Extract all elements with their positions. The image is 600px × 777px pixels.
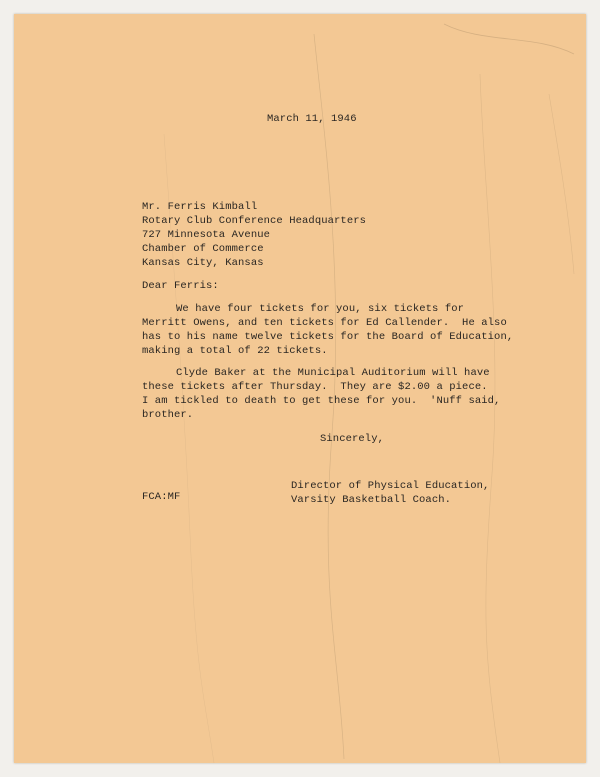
paragraph-2-line-3: I am tickled to death to get these for you. 'Nuff said,: [142, 395, 501, 407]
paragraph-1-line-4: making a total of 22 tickets.: [142, 345, 328, 357]
paragraph-2-line-2: these tickets after Thursday. They are $2.00 a piece.: [142, 381, 488, 393]
recipient-city: Kansas City, Kansas: [142, 257, 264, 269]
paragraph-1-line-1: We have four tickets for you, six tickets for: [176, 303, 465, 315]
letter-page: [14, 14, 586, 763]
recipient-organization: Rotary Club Conference Headquarters: [142, 215, 367, 227]
typist-initials: FCA:MF: [142, 491, 181, 503]
paragraph-2-line-1: Clyde Baker at the Municipal Auditorium will have: [176, 367, 490, 379]
signer-title-2: Varsity Basketball Coach.: [291, 494, 452, 506]
signer-title-1: Director of Physical Education,: [291, 480, 490, 492]
closing: Sincerely,: [320, 433, 385, 445]
recipient-name: Mr. Ferris Kimball: [142, 201, 258, 213]
paragraph-1-line-3: has to his name twelve tickets for the Board of Education,: [142, 331, 514, 343]
recipient-street: 727 Minnesota Avenue: [142, 229, 271, 241]
salutation: Dear Ferris:: [142, 280, 219, 292]
paragraph-1-line-2: Merritt Owens, and ten tickets for Ed Callender. He also: [142, 317, 507, 329]
letter-date: March 11, 1946: [267, 113, 357, 125]
recipient-building: Chamber of Commerce: [142, 243, 264, 255]
paragraph-2-line-4: brother.: [142, 409, 194, 421]
